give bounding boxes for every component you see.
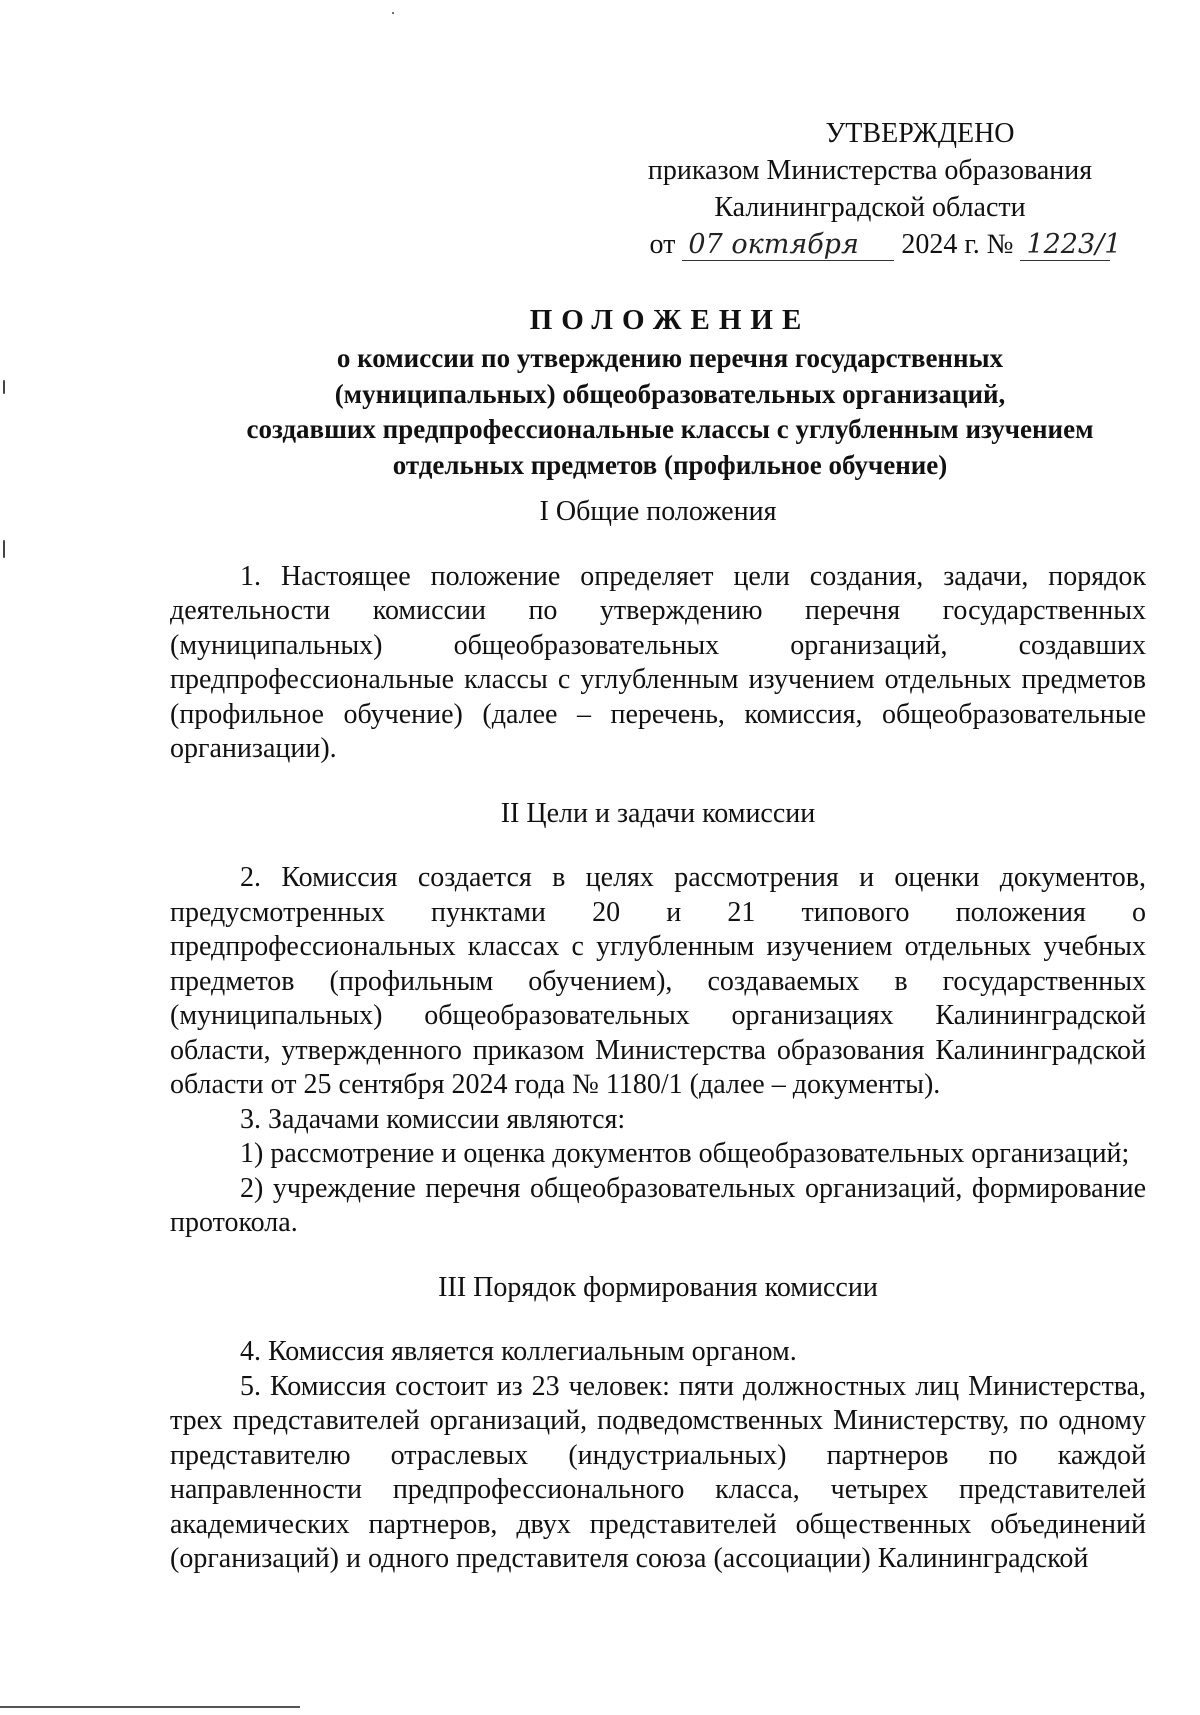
document-title: ПОЛОЖЕНИЕ <box>529 304 811 336</box>
scan-edge-line <box>0 1706 300 1708</box>
document-title-block <box>170 300 1170 482</box>
document-body <box>170 495 1146 1577</box>
paragraph-5: 5. Комиссия состоит из 23 человек: пяти должностных лиц Министерства, трех представителей организаций, подведомственных Министерству, по одному представителю отраслевых (индустриальных) партнеров по каждой направленности предпрофессионального класса, четырех представителей академических партнеров, двух представителей общественных объединений (организаций) и одного представителя союза (ассоциации) Калининградской <box>170 1370 1146 1574</box>
section-heading-3: III Порядок формирования комиссии <box>438 1271 878 1303</box>
list-item-1: 1) рассмотрение и оценка документов общеобразовательных организаций; <box>240 1138 1130 1169</box>
document-subtitle-line-3: создавших предпрофессиональные классы с углубленным изучением <box>246 414 1094 444</box>
section-heading-1: I Общие положения <box>539 496 777 527</box>
scan-mark <box>3 380 5 394</box>
scan-mark <box>3 540 5 558</box>
document-subtitle-line-1: о комиссии по утверждению перечня государственных <box>336 343 1004 373</box>
approval-heading: УТВЕРЖДЕНО <box>825 118 1015 149</box>
approval-order-line: приказом Министерства образования <box>647 155 1093 186</box>
approval-from-label: от <box>649 229 676 260</box>
list-item-2: 2) учреждение перечня общеобразовательных организаций, формирование протокола. <box>170 1172 1146 1238</box>
scan-mark <box>392 12 394 14</box>
handwritten-date: 07 октября <box>682 230 894 261</box>
paragraph-2: 2. Комиссия создается в целях рассмотрения и оценки документов, предусмотренных пунктами 20 и 21 типового положения о предпрофессиональных классах с углубленным изучением отдельных учебных предметов (профильным обучением), создаваемых в государственных (муниципальных) общеобразовательных организациях Калининградской области, утвержденного приказом Министерства образования Калининградской области от 25 сентября 2024 года № 1180/1 (далее – документы). <box>170 862 1146 1100</box>
document-subtitle-line-2: (муниципальных) общеобразовательных организаций, <box>334 378 1006 409</box>
paragraph-4: 4. Комиссия является коллегиальным органом. <box>240 1336 797 1367</box>
paragraph-1: 1. Настоящее положение определяет цели создания, задачи, порядок деятельности комиссии по утверждению перечня государственных (муниципальных) общеобразовательных организаций, создавших предпрофессиональные классы с углубленным изучением отдельных предметов (профильное обучение) (далее – перечень, комиссия, общеобразовательные организации). <box>170 560 1146 764</box>
approval-region-line: Калининградской области <box>714 192 1026 223</box>
section-heading-2: II Цели и задачи комиссии <box>500 797 816 829</box>
paragraph-3: 3. Задачами комиссии являются: <box>240 1103 626 1135</box>
approval-stamp <box>620 115 1120 263</box>
document-subtitle-line-4: отдельных предметов (профильное обучение) <box>392 449 948 480</box>
handwritten-order-number: 1223/1 <box>1020 230 1110 261</box>
approval-year-label: 2024 г. № <box>901 229 1014 260</box>
approval-date-row <box>640 226 1120 263</box>
